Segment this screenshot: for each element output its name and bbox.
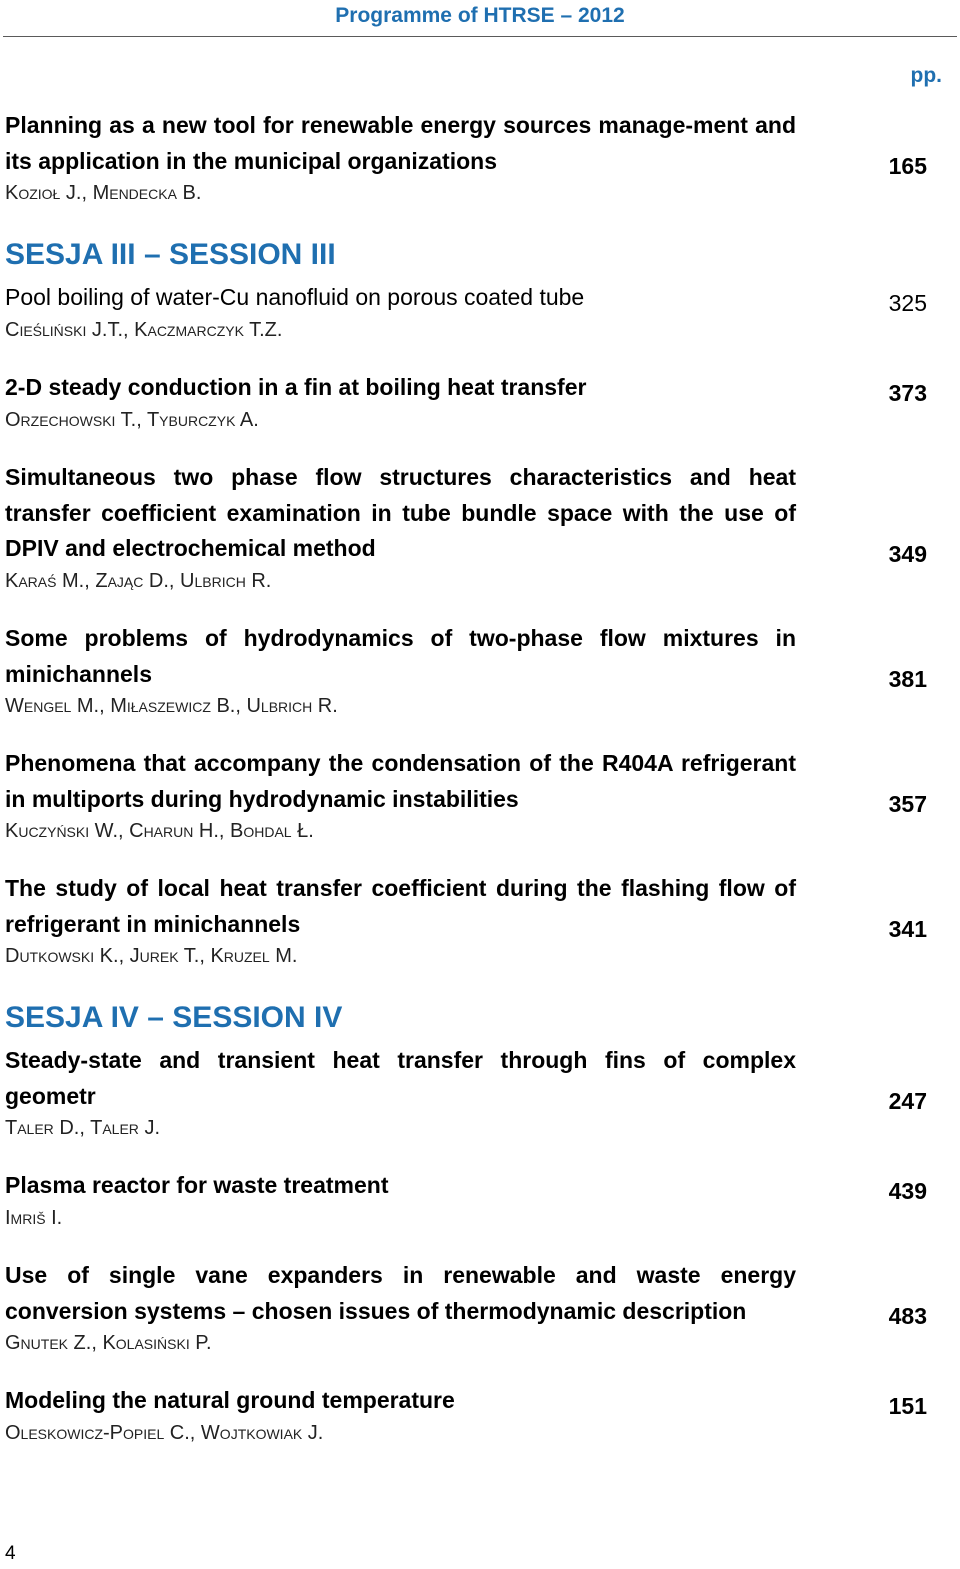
toc-entry (5, 370, 945, 434)
page-number: 4 (5, 1543, 16, 1564)
pages-column-label: pp. (910, 64, 942, 87)
entry-page: 373 (888, 379, 927, 406)
entry-page: 247 (888, 1088, 927, 1114)
toc-entry (5, 1168, 945, 1232)
entry-title: Simultaneous two phase flow structures characteristics and heat transfer coefficient examination in tube bundle space with the use of DPIV and electrochemical method (5, 464, 796, 561)
entry-title: Steady-state and transient heat transfer through fins of complex geometr (5, 1047, 796, 1109)
entry-authors: Orzechowski T., Tyburczyk A. (5, 408, 259, 431)
toc-entry (5, 1258, 945, 1357)
entry-title: Plasma reactor for waste treatment (5, 1172, 389, 1198)
entry-authors: Kozioł J., Mendecka B. (5, 182, 202, 204)
toc-entry (5, 871, 945, 970)
entry-authors: Imriš I. (5, 1206, 63, 1229)
entry-authors: Taler D., Taler J. (5, 1117, 160, 1139)
entry-authors: Cieśliński J.T., Kaczmarczyk T.Z. (5, 318, 283, 341)
toc-entry (5, 460, 945, 595)
entry-title: Some problems of hydrodynamics of two-phase flow mixtures in minichannels (5, 625, 796, 687)
toc-entry (5, 1383, 945, 1447)
entry-page: 349 (888, 540, 927, 567)
session-heading: SESJA IV – SESSION IV (5, 1001, 343, 1034)
entry-page: 439 (888, 1177, 927, 1204)
toc-entry (5, 108, 945, 207)
entry-page: 325 (888, 289, 927, 316)
entry-authors: Wengel M., Miłaszewicz B., Ulbrich R. (5, 695, 338, 717)
entry-page: 151 (888, 1392, 927, 1419)
entry-title: Phenomena that accompany the condensation of the R404A refrigerant in multiports during hydrodynamic instabilities (5, 750, 796, 812)
entry-title: 2-D steady conduction in a fin at boiling heat transfer (5, 374, 587, 400)
entry-page: 381 (888, 666, 927, 692)
page-header-title: Programme of HTRSE – 2012 (335, 4, 625, 27)
entry-authors: Karaś M., Zając D., Ulbrich R. (5, 569, 272, 592)
entry-authors: Kuczyński W., Charun H., Bohdal Ł. (5, 820, 314, 842)
entry-title: Use of single vane expanders in renewable and waste energy conversion systems – chosen issues of thermodynamic description (5, 1262, 796, 1324)
page-header (0, 0, 960, 38)
entry-title: Pool boiling of water-Cu nanofluid on porous coated tube (5, 284, 585, 310)
entry-title: Planning as a new tool for renewable energy sources manage-ment and its application in the municipal organizations (5, 112, 796, 174)
toc-entry (5, 280, 945, 344)
entry-page: 165 (888, 153, 927, 179)
header-divider (3, 36, 957, 37)
toc-entry (5, 1043, 945, 1142)
toc-entry (5, 746, 945, 845)
entry-title: The study of local heat transfer coefficient during the flashing flow of refrigerant in minichannels (5, 875, 796, 937)
entry-page: 341 (888, 916, 927, 942)
entry-title: Modeling the natural ground temperature (5, 1387, 455, 1413)
entry-authors: Dutkowski K., Jurek T., Kruzel M. (5, 945, 298, 967)
entry-authors: Gnutek Z., Kolasiński P. (5, 1332, 212, 1354)
entry-page: 483 (888, 1303, 927, 1329)
toc-entry (5, 621, 945, 720)
entry-page: 357 (888, 791, 927, 817)
session-heading: SESJA III – SESSION III (5, 238, 336, 271)
entry-authors: Oleskowicz-Popiel C., Wojtkowiak J. (5, 1421, 324, 1444)
